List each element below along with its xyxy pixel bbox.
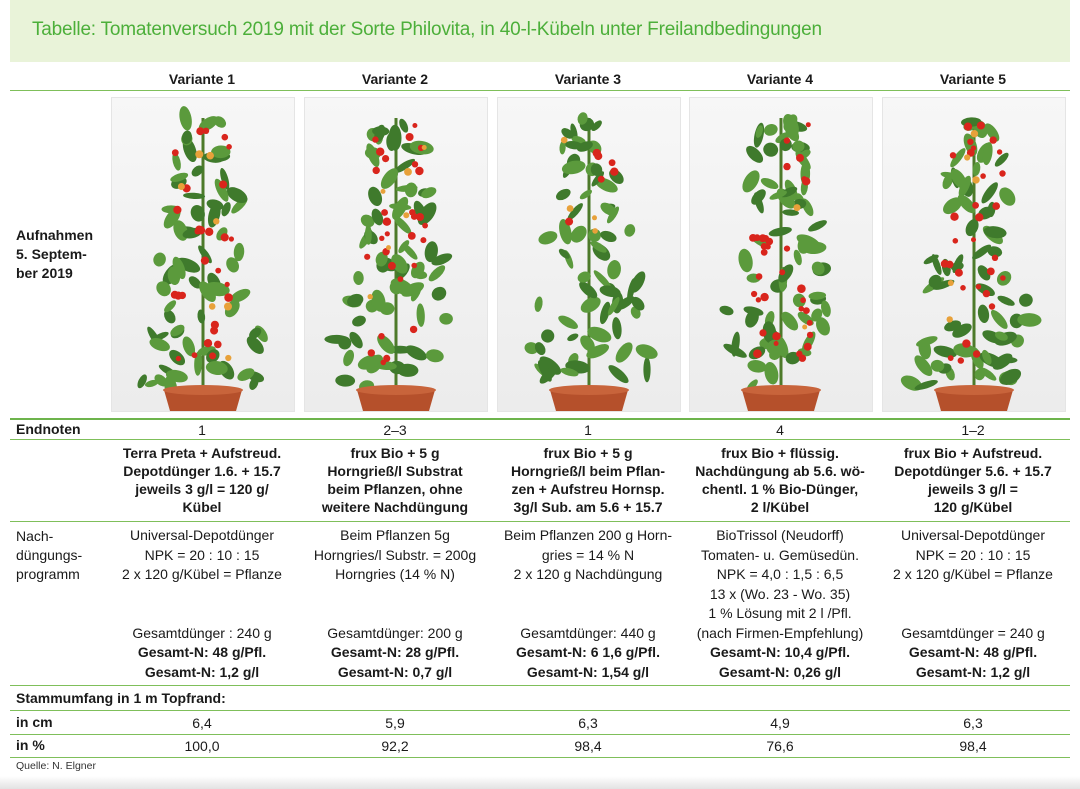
fertilizer-description: frux Bio + 5 g Horngrieß/l Substrat beim Pflanzen, ohne weitere Nachdüngung [321, 445, 469, 515]
row-label-pct: in % [16, 737, 45, 753]
row-label-cm: in cm [16, 714, 53, 730]
variant-header: Variante 3 [554, 71, 622, 87]
total-fertilizer: Gesamtdünger : 240 g [132, 624, 272, 641]
fertilizer-description: frux Bio + Aufstreud. Depotdünger 5.6. + 15.7 jeweils 3 g/l = 120 g/Kübel [894, 445, 1052, 515]
fertilizer-description: frux Bio + flüssig. Nachdüngung ab 5.6. wö- chentl. 1 % Bio-Dünger, 2 l/Kübel [695, 445, 865, 515]
fertilizer-description: Terra Preta + Aufstreud. Depotdünger 1.6. + 15.7 jeweils 3 g/l = 120 g/ Kübel [122, 445, 282, 515]
row-label-program: Nach- düngungs- programm [16, 528, 83, 582]
table-title: Tabelle: Tomatenversuch 2019 mit der Sorte Philovita, in 40-l-Kübeln unter Freilandbedingungen [32, 19, 822, 40]
rule-pct [10, 757, 1070, 758]
endnote-value: 4 [776, 422, 784, 438]
rule-header [10, 90, 1070, 91]
total-n-per-liter: Gesamt-N: 1,2 g/l [915, 663, 1031, 680]
stem-percent-value: 98,4 [574, 738, 602, 754]
stem-percent-value: 92,2 [381, 738, 409, 754]
source-note: Quelle: N. Elgner [16, 760, 96, 772]
plant-photo [689, 97, 873, 412]
fertilization-program: Beim Pflanzen 5g Horngries/l Substr. = 200g Horngries (14 % N) Gesamtdünger: 200 g Gesamt-N: 28 g/Pfl. Gesamt-N: 0,7 g/l [299, 526, 491, 682]
total-n-per-plant: Gesamt-N: 28 g/Pfl. [330, 644, 460, 660]
total-n-per-liter: Gesamt-N: 0,7 g/l [337, 663, 453, 680]
fertilization-program: Universal-Depotdünger NPK = 20 : 10 : 15 2 x 120 g/Kübel = Pflanze Gesamtdünger : 240 g Gesamt-N: 48 g/Pfl. Gesamt-N: 1,2 g/l [106, 526, 298, 682]
total-n-per-plant: Gesamt-N: 10,4 g/Pfl. [709, 644, 851, 660]
fertilizer-description: frux Bio + 5 g Horngrieß/l beim Pflan- zen + Aufstreu Hornsp. 3g/l Sub. am 5.6 + 15.7 [510, 445, 665, 515]
stem-cm-value: 6,4 [192, 715, 212, 731]
stem-percent-value: 100,0 [184, 738, 220, 754]
total-fertilizer: Gesamtdünger: 200 g [327, 624, 463, 641]
variant-header: Variante 5 [939, 71, 1007, 87]
rule-cm [10, 734, 1070, 735]
fertilization-program: Universal-Depotdünger NPK = 20 : 10 : 15 2 x 120 g/Kübel = Pflanze Gesamtdünger = 240 g Gesamt-N: 48 g/Pfl. Gesamt-N: 1,2 g/l [877, 526, 1069, 682]
total-fertilizer: Gesamtdünger: 440 g [520, 624, 656, 641]
rule-fertilizer [10, 521, 1070, 522]
total-n-per-liter: Gesamt-N: 1,2 g/l [144, 663, 260, 680]
fertilization-program: Beim Pflanzen 200 g Horn- gries = 14 % N 2 x 120 g Nachdüngung Gesamtdünger: 440 g Gesamt-N: 6 1,6 g/Pfl. Gesamt-N: 1,54 g/l [492, 526, 684, 682]
plant-photo [497, 97, 681, 412]
stem-cm-value: 5,9 [385, 715, 405, 731]
stem-percent-value: 98,4 [959, 738, 987, 754]
endnote-value: 1–2 [961, 422, 985, 438]
rule-program [10, 685, 1070, 686]
total-n-per-liter: Gesamt-N: 0,26 g/l [718, 663, 842, 680]
total-n-per-plant: Gesamt-N: 48 g/Pfl. [137, 644, 267, 660]
total-fertilizer: Gesamtdünger = 240 g [901, 624, 1045, 641]
plant-photo [304, 97, 488, 412]
row-label-photos: Aufnahmen 5. Septem- ber 2019 [16, 227, 93, 281]
row-label-stem: Stammumfang in 1 m Topfrand: [16, 690, 226, 706]
endnote-value: 1 [198, 422, 206, 438]
plant-photo [882, 97, 1066, 412]
stem-cm-value: 6,3 [578, 715, 598, 731]
endnote-value: 1 [584, 422, 592, 438]
stem-percent-value: 76,6 [766, 738, 794, 754]
stem-cm-value: 4,9 [770, 715, 790, 731]
row-label-endnoten: Endnoten [16, 421, 81, 437]
rule-endnoten [10, 439, 1070, 440]
total-n-per-plant: Gesamt-N: 48 g/Pfl. [908, 644, 1038, 660]
stem-cm-value: 6,3 [963, 715, 983, 731]
total-n-per-plant: Gesamt-N: 6 1,6 g/Pfl. [516, 644, 660, 660]
rule-photos [10, 418, 1070, 420]
endnote-value: 2–3 [383, 422, 407, 438]
variant-header: Variante 2 [361, 71, 429, 87]
variant-header: Variante 1 [168, 71, 236, 87]
variant-header: Variante 4 [746, 71, 814, 87]
plant-photo [111, 97, 295, 412]
total-n-per-liter: Gesamt-N: 1,54 g/l [526, 663, 650, 680]
rule-stem [10, 710, 1070, 711]
fertilization-program: BioTrissol (Neudorff) Tomaten- u. Gemüsedün. NPK = 4,0 : 1,5 : 6,5 13 x (Wo. 23 - Wo. 35) 1 % Lösung mit 2 l /Pfl. (nach Firmen-Empfehlung) Gesamt-N: 10,4 g/Pfl. Gesamt-N: 0,26 g/l [684, 526, 876, 682]
title-bar [10, 0, 1070, 62]
